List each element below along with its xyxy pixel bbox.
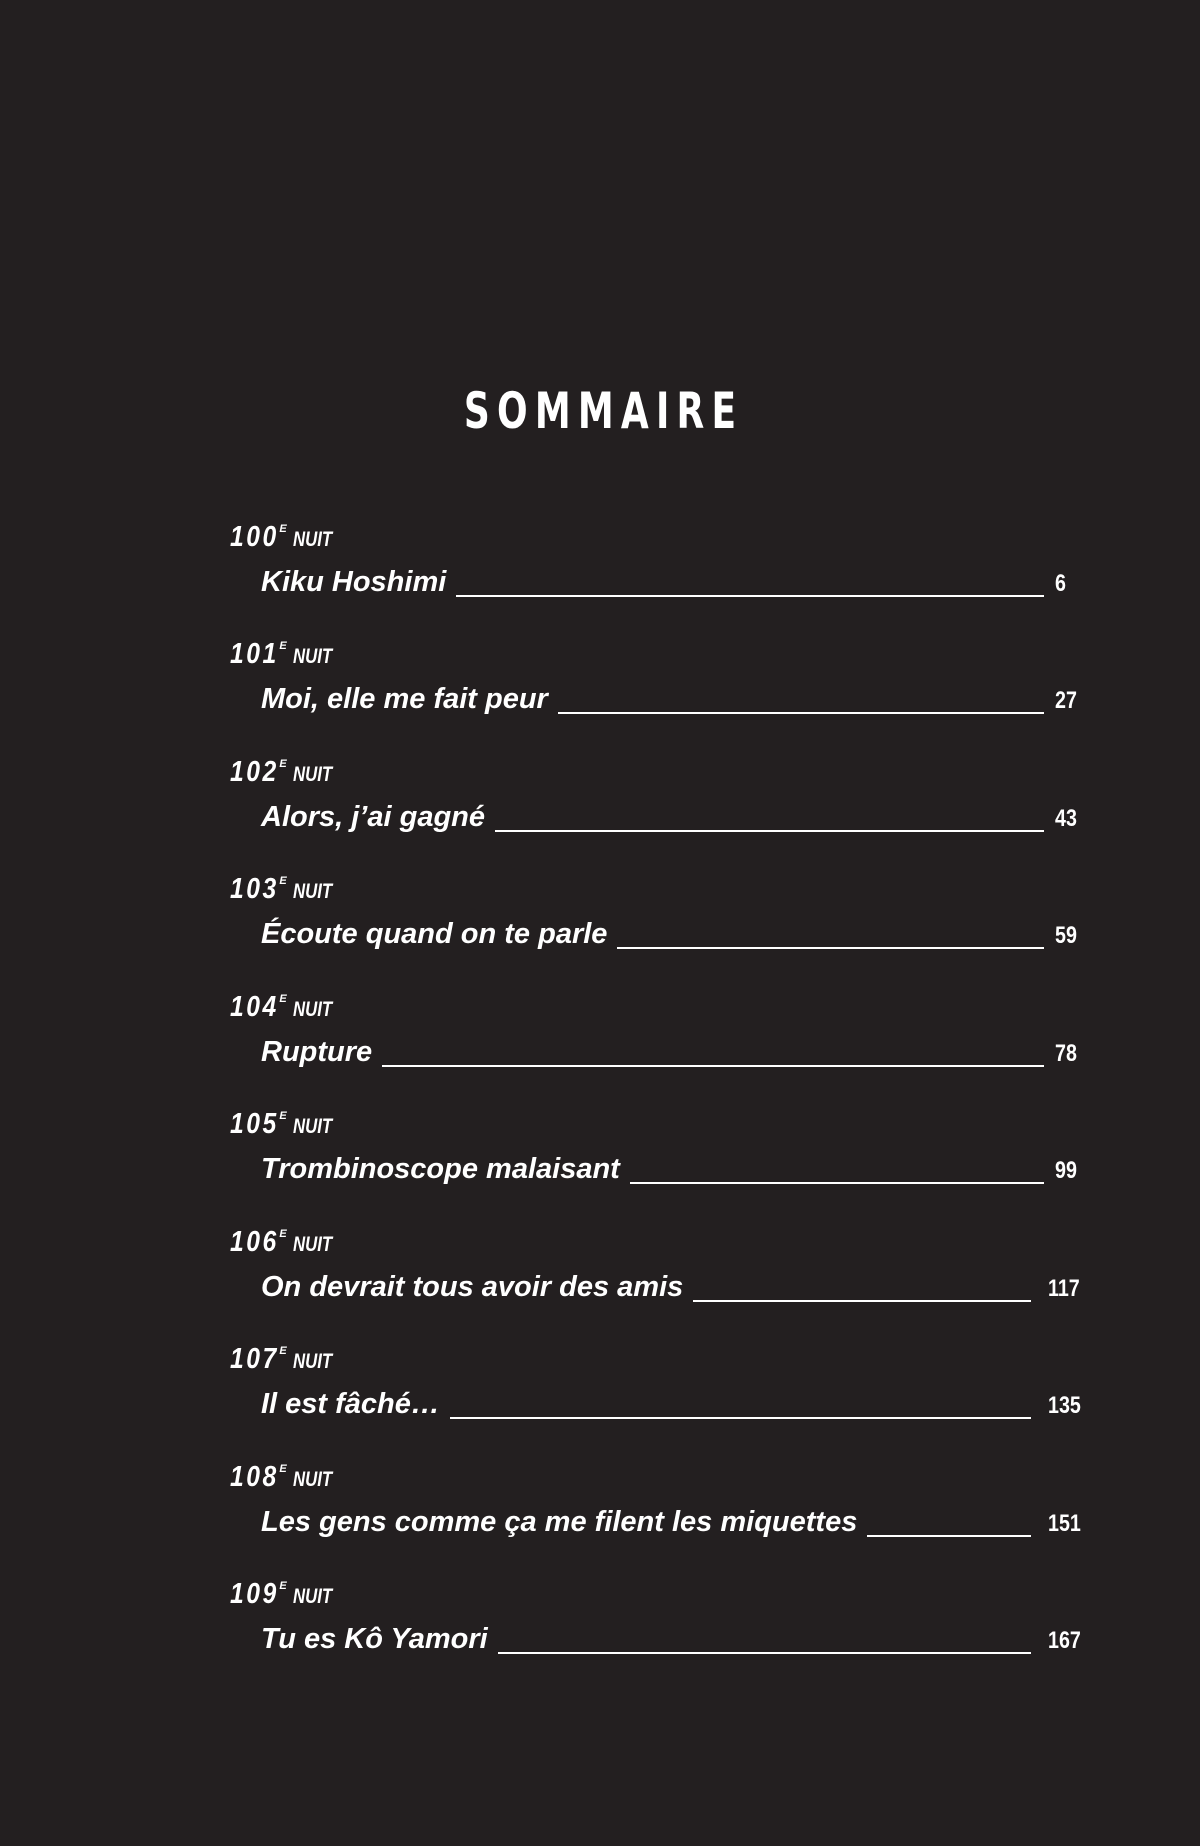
chapter-number: 109 — [230, 1578, 279, 1610]
chapter-number: 107 — [230, 1343, 279, 1375]
page-number: 151 — [1048, 1510, 1081, 1537]
chapter-title-line — [261, 1266, 1039, 1306]
chapter-word: NUIT — [292, 1585, 332, 1608]
chapter-title-line — [261, 1501, 1039, 1541]
chapter-number: 106 — [230, 1226, 279, 1258]
leader-rule — [867, 1535, 1031, 1537]
chapter-suffix: E — [279, 523, 287, 535]
toc-entry-104 — [0, 993, 1200, 1093]
chapter-word: NUIT — [292, 880, 332, 903]
chapter-title: Kiku Hoshimi — [261, 566, 447, 598]
toc-entry-106 — [0, 1228, 1200, 1328]
table-of-contents — [0, 523, 1200, 1723]
chapter-title-line — [261, 1383, 1039, 1423]
chapter-title-line — [261, 561, 1052, 601]
chapter-suffix: E — [279, 1580, 287, 1592]
leader-rule — [630, 1182, 1044, 1184]
chapter-title-line — [261, 1031, 1052, 1071]
toc-entry-100 — [0, 523, 1200, 623]
page-number: 27 — [1055, 687, 1077, 714]
chapter-suffix: E — [279, 758, 287, 770]
chapter-suffix: E — [279, 640, 287, 652]
chapter-label — [230, 1345, 342, 1374]
chapter-title: On devrait tous avoir des amis — [261, 1271, 684, 1303]
toc-entry-107 — [0, 1345, 1200, 1445]
chapter-number: 105 — [230, 1108, 279, 1140]
chapter-title-line — [261, 913, 1052, 953]
toc-entry-105 — [0, 1110, 1200, 1210]
chapter-label — [230, 523, 342, 552]
toc-entry-101 — [0, 640, 1200, 740]
chapter-label — [230, 1463, 342, 1492]
leader-rule — [382, 1065, 1044, 1067]
chapter-title-line — [261, 1618, 1039, 1658]
toc-entry-109 — [0, 1580, 1200, 1680]
page-number: 78 — [1055, 1040, 1077, 1067]
chapter-word: NUIT — [292, 645, 332, 668]
chapter-number: 103 — [230, 873, 279, 905]
chapter-word: NUIT — [292, 998, 332, 1021]
chapter-number: 101 — [230, 638, 279, 670]
chapter-label — [230, 640, 342, 669]
chapter-number: 102 — [230, 756, 279, 788]
chapter-number: 100 — [230, 521, 279, 553]
chapter-title: Trombinoscope malaisant — [261, 1153, 620, 1185]
chapter-word: NUIT — [292, 1468, 332, 1491]
toc-entry-102 — [0, 758, 1200, 858]
leader-rule — [617, 947, 1044, 949]
chapter-word: NUIT — [292, 1350, 332, 1373]
leader-rule — [495, 830, 1044, 832]
chapter-label — [230, 1580, 342, 1609]
page-number: 117 — [1048, 1275, 1080, 1302]
chapter-word: NUIT — [292, 763, 332, 786]
chapter-label — [230, 758, 342, 787]
page-number: 135 — [1048, 1392, 1081, 1419]
chapter-title: Moi, elle me fait peur — [261, 683, 548, 715]
toc-entry-103 — [0, 875, 1200, 975]
leader-rule — [456, 595, 1044, 597]
chapter-title-line — [261, 678, 1052, 718]
chapter-label — [230, 1228, 342, 1257]
chapter-number: 104 — [230, 991, 279, 1023]
chapter-number: 108 — [230, 1461, 279, 1493]
chapter-suffix: E — [279, 1228, 287, 1240]
chapter-word: NUIT — [292, 1233, 332, 1256]
chapter-title-line — [261, 796, 1052, 836]
chapter-suffix: E — [279, 1110, 287, 1122]
page-title: SOMMAIRE — [463, 382, 744, 440]
chapter-title: Il est fâché… — [261, 1388, 440, 1420]
chapter-label — [230, 1110, 342, 1139]
chapter-suffix: E — [279, 993, 287, 1005]
chapter-title: Écoute quand on te parle — [261, 918, 608, 950]
chapter-label — [230, 993, 342, 1022]
chapter-suffix: E — [279, 1463, 287, 1475]
page-number: 6 — [1055, 570, 1066, 597]
chapter-title: Tu es Kô Yamori — [261, 1623, 488, 1655]
leader-rule — [498, 1652, 1031, 1654]
leader-rule — [450, 1417, 1031, 1419]
leader-rule — [693, 1300, 1031, 1302]
page-number: 99 — [1055, 1157, 1077, 1184]
chapter-title: Alors, j’ai gagné — [261, 801, 485, 833]
page-number: 167 — [1048, 1627, 1081, 1654]
leader-rule — [558, 712, 1044, 714]
chapter-label — [230, 875, 342, 904]
page-number: 59 — [1055, 922, 1077, 949]
chapter-suffix: E — [279, 1345, 287, 1357]
page-number: 43 — [1055, 805, 1077, 832]
chapter-title: Rupture — [261, 1036, 373, 1068]
toc-entry-108 — [0, 1463, 1200, 1563]
chapter-title: Les gens comme ça me filent les miquettes — [261, 1506, 858, 1538]
chapter-word: NUIT — [292, 528, 332, 551]
chapter-title-line — [261, 1148, 1052, 1188]
chapter-word: NUIT — [292, 1115, 332, 1138]
chapter-suffix: E — [279, 875, 287, 887]
